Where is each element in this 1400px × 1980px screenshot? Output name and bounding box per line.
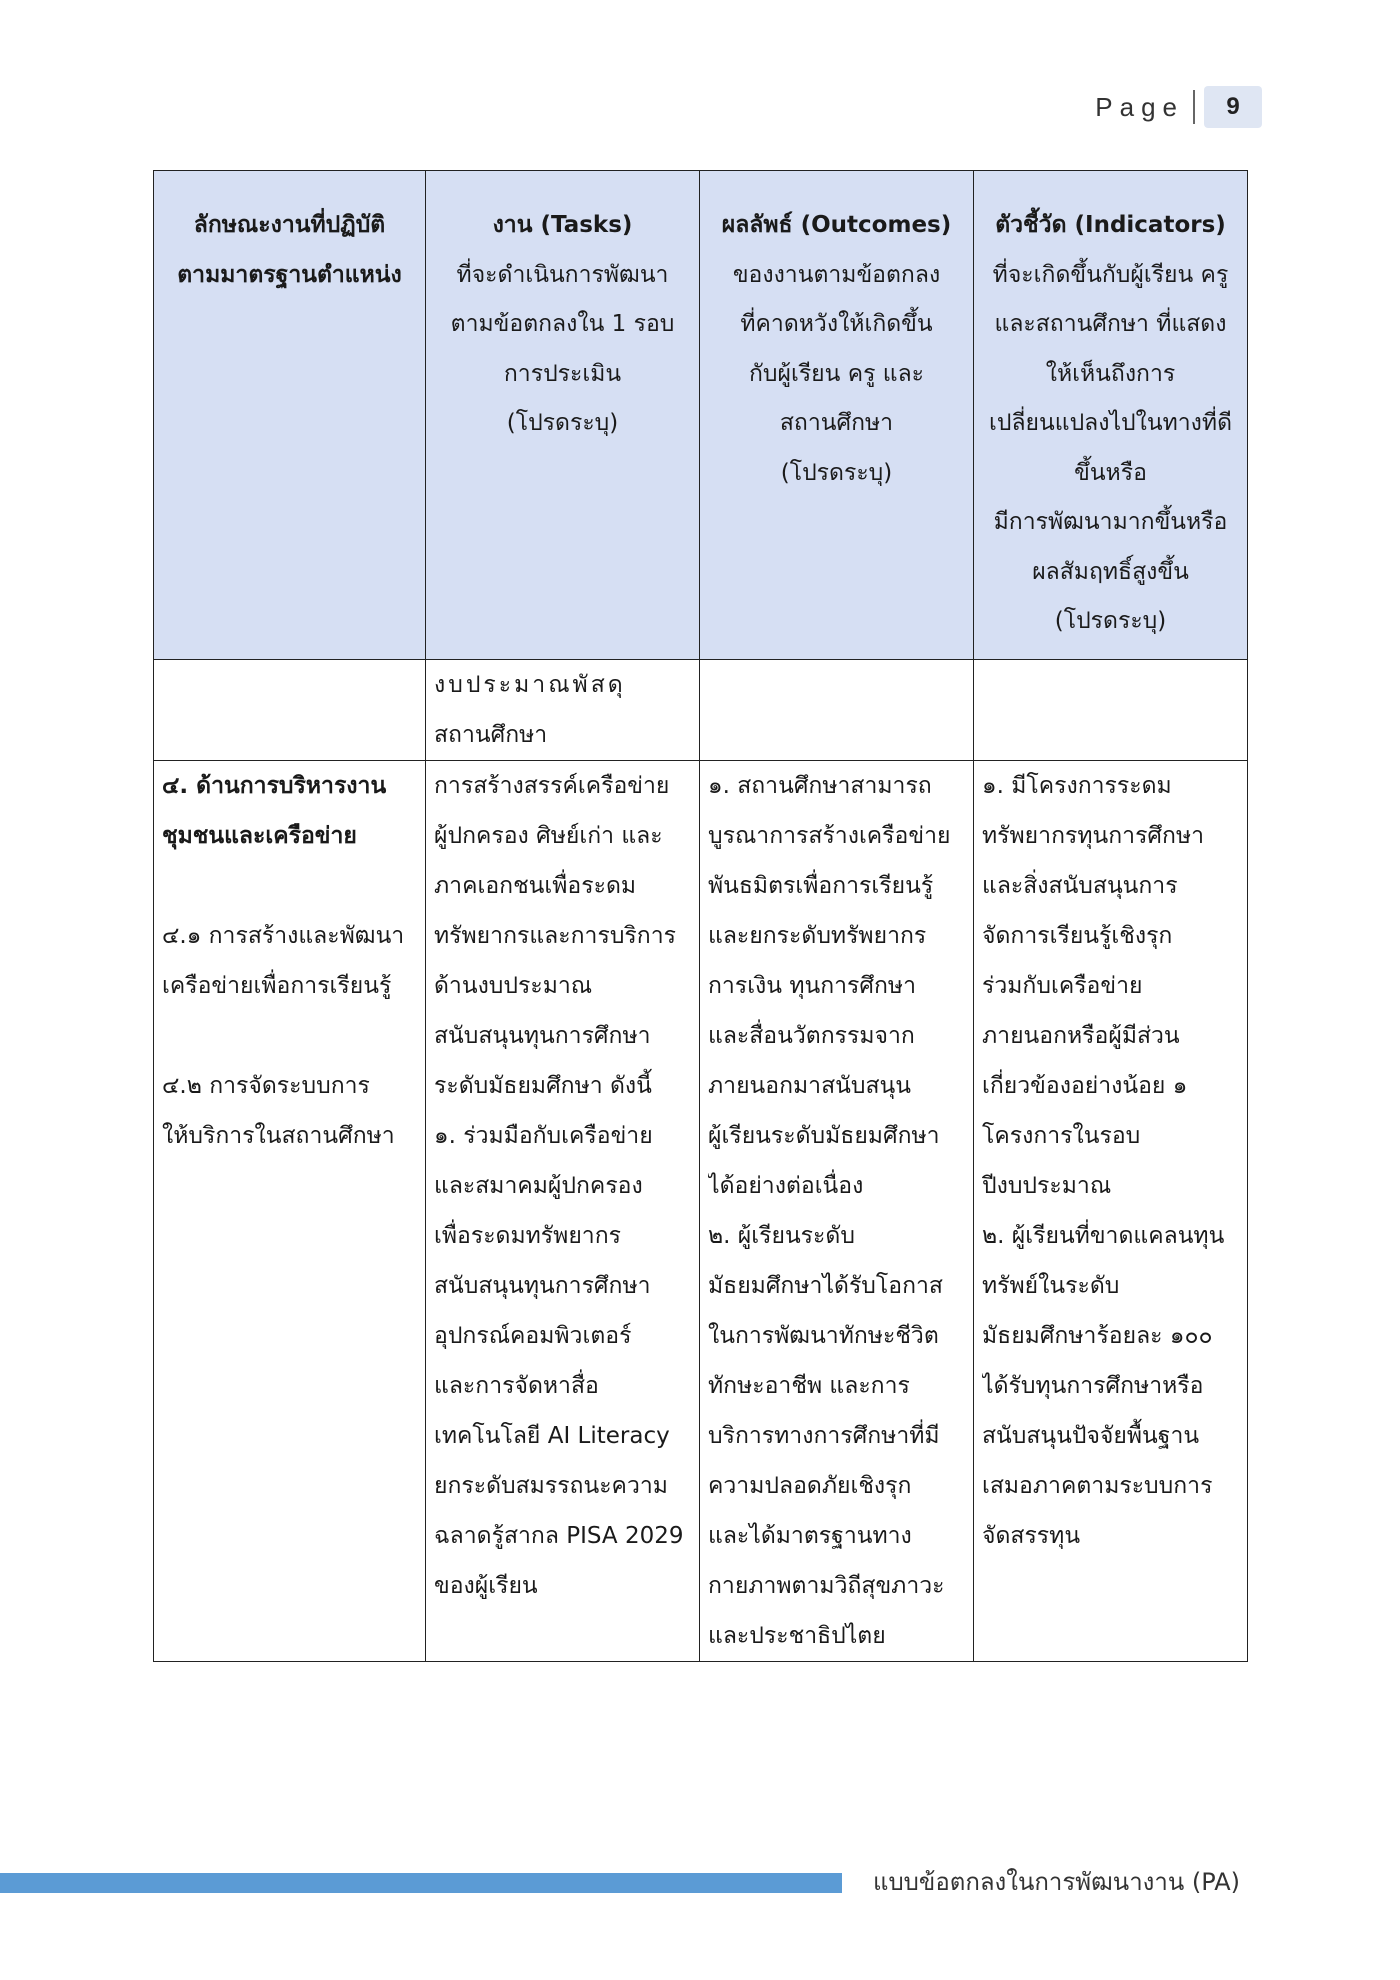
cell-text-line: และการจัดหาสื่อ xyxy=(434,1372,599,1399)
sub-item-line: เครือข่ายเพื่อการเรียนรู้ xyxy=(162,972,392,999)
cell-text-line: ภายนอกมาสนับสนุน xyxy=(708,1072,911,1099)
header-text-line: สถานศึกษา xyxy=(779,410,894,436)
cell-text-line: ความปลอดภัยเชิงรุก xyxy=(708,1472,912,1499)
cell-text-line: ทรัพยากรและการบริการ xyxy=(434,922,676,949)
header-text-line: ให้เห็นถึงการ xyxy=(1045,360,1176,387)
header-text-line: ตามมาตรฐานตำแหน่ง xyxy=(177,261,402,288)
sub-item-line: ๔.๒ การจัดระบบการ xyxy=(162,1072,370,1099)
cell-text-line: ทรัพย์ในระดับ xyxy=(982,1272,1120,1299)
table-header-row xyxy=(154,171,1248,660)
section-title-line: ชุมชนและเครือข่าย xyxy=(162,822,357,849)
header-text-line: เปลี่ยนแปลงไปในทางที่ดี xyxy=(988,410,1233,436)
cell-text-line: พันธมิตรเพื่อการเรียนรู้ xyxy=(708,872,934,899)
cell-text-line: และสิ่งสนับสนุนการ xyxy=(982,872,1178,899)
header-text-line: ผลลัพธ์ (Outcomes) xyxy=(721,212,952,238)
cell-text-line: ๒. ผู้เรียนระดับ xyxy=(708,1222,855,1249)
pa-agreement-table xyxy=(153,170,1248,1662)
header-text-line: กับผู้เรียน ครู และ xyxy=(748,360,925,387)
header-text-line: ลักษณะงานที่ปฏิบัติ xyxy=(193,212,386,238)
cont-cell-standard xyxy=(154,659,426,760)
cell-text-line: เสมอภาคตามระบบการ xyxy=(982,1472,1213,1499)
cell-text-line: ๒. ผู้เรียนที่ขาดแคลนทุน xyxy=(982,1222,1225,1249)
table-row-community xyxy=(154,760,1248,1661)
cell-text-line: ๑. ร่วมมือกับเครือข่าย xyxy=(434,1122,653,1149)
cell-text-line: และประชาธิปไตย xyxy=(708,1622,886,1649)
cell-text-line: ภายนอกหรือผู้มีส่วน xyxy=(982,1022,1180,1049)
cell-text-line: การสร้างสรรค์เครือข่าย xyxy=(434,772,670,799)
cell-text-line: กายภาพตามวิถีสุขภาวะ xyxy=(708,1572,945,1599)
header-text-line: ขึ้นหรือ xyxy=(1074,459,1147,486)
cont-cell-indicators xyxy=(974,659,1248,760)
cell-text-line: ผู้ปกครอง ศิษย์เก่า และ xyxy=(434,822,663,849)
cell-text-line: สนับสนุนปัจจัยพื้นฐาน xyxy=(982,1422,1200,1449)
header-text-line: ที่จะดำเนินการพัฒนา xyxy=(456,261,669,288)
cell-text-line: ได้อย่างต่อเนื่อง xyxy=(708,1172,864,1199)
cell-text-line: จัดการเรียนรู้เชิงรุก xyxy=(982,922,1173,949)
cell-text-line: บูรณาการสร้างเครือข่าย xyxy=(708,822,951,849)
header-text-line: ที่คาดหวังให้เกิดขึ้น xyxy=(740,311,933,337)
cell-text-line: เทคโนโลยี AI Literacy xyxy=(434,1422,670,1449)
header-col-standard xyxy=(154,171,426,660)
header-col-indicators xyxy=(974,171,1248,660)
spacer xyxy=(162,1011,417,1061)
header-text-line: (โปรดระบุ) xyxy=(780,459,893,486)
cell-text-line: มัธยมศึกษาได้รับโอกาส xyxy=(708,1272,943,1299)
cell-indicators-community xyxy=(974,760,1248,1661)
cell-text-line: และสมาคมผู้ปกครอง xyxy=(434,1172,643,1199)
page-separator xyxy=(1193,90,1195,124)
cell-text-line: จัดสรรทุน xyxy=(982,1522,1081,1549)
cell-text-line: ด้านงบประมาณ xyxy=(434,972,593,999)
footer-document-title: แบบข้อตกลงในการพัฒนางาน (PA) xyxy=(872,1868,1240,1896)
cell-text-line: เกี่ยวข้องอย่างน้อย ๑ xyxy=(982,1072,1188,1099)
cell-text-line: ปีงบประมาณ xyxy=(982,1172,1112,1199)
header-text-line: มีการพัฒนามากขึ้นหรือ xyxy=(993,509,1228,535)
cell-text-line: ฉลาดรู้สากล PISA 2029 xyxy=(434,1522,684,1549)
cont-cell-outcomes xyxy=(700,659,974,760)
page-number: 9 xyxy=(1204,86,1262,128)
cell-text-line: ร่วมกับเครือข่าย xyxy=(982,972,1143,999)
cell-text-line: ทรัพยากรทุนการศึกษา xyxy=(982,822,1205,849)
header-text-line: (โปรดระบุ) xyxy=(1054,608,1167,634)
header-text-line: ของงานตามข้อตกลง xyxy=(732,261,941,288)
cell-text-line: การเงิน ทุนการศึกษา xyxy=(708,972,916,999)
cell-text-line: สนับสนุนทุนการศึกษา xyxy=(434,1272,651,1299)
footer-accent-bar xyxy=(0,1873,842,1893)
cont-cell-tasks xyxy=(426,659,700,760)
cell-text-line: ยกระดับสมรรถนะความ xyxy=(434,1472,668,1499)
sub-item-line: ๔.๑ การสร้างและพัฒนา xyxy=(162,922,405,949)
cell-text-line: บริการทางการศึกษาที่มี xyxy=(708,1422,940,1449)
cell-text-line: อุปกรณ์คอมพิวเตอร์ xyxy=(434,1322,632,1349)
cell-standard-community xyxy=(154,760,426,1661)
cell-text-line: ๑. มีโครงการระดม xyxy=(982,772,1172,799)
header-text-line: งาน (Tasks) xyxy=(492,212,633,238)
header-col-tasks xyxy=(426,171,700,660)
header-text-line: ผลสัมฤทธิ์สูงขึ้น xyxy=(1032,558,1189,585)
header-text-line: ที่จะเกิดขึ้นกับผู้เรียน ครู xyxy=(992,261,1229,288)
header-text-line: (โปรดระบุ) xyxy=(506,410,619,436)
table-row-continuation xyxy=(154,659,1248,760)
section-title-line: ๔. ด้านการบริหารงาน xyxy=(162,772,387,799)
cell-text-line: สถานศึกษา xyxy=(434,721,548,748)
cell-text-line: สนับสนุนทุนการศึกษา xyxy=(434,1022,651,1049)
cell-tasks-community xyxy=(426,760,700,1661)
cell-text-line: ระดับมัธยมศึกษา ดังนี้ xyxy=(434,1072,652,1099)
cell-text-line: และได้มาตรฐานทาง xyxy=(708,1522,912,1549)
cell-text-line: ของผู้เรียน xyxy=(434,1572,538,1599)
page-label: Page xyxy=(1095,92,1184,122)
cell-text-line: ในการพัฒนาทักษะชีวิต xyxy=(708,1322,939,1349)
cell-text-line: งบประมาณพัสดุ xyxy=(434,671,626,698)
cell-text-line: ๑. สถานศึกษาสามารถ xyxy=(708,772,932,799)
cell-outcomes-community xyxy=(700,760,974,1661)
header-col-outcomes xyxy=(700,171,974,660)
cell-text-line: ได้รับทุนการศึกษาหรือ xyxy=(982,1372,1204,1399)
header-text-line: ตามข้อตกลงใน 1 รอบ xyxy=(450,311,675,337)
cell-text-line: เพื่อระดมทรัพยากร xyxy=(434,1222,621,1249)
cell-text-line: ผู้เรียนระดับมัธยมศึกษา xyxy=(708,1122,940,1149)
cell-text-line: ทักษะอาชีพ และการ xyxy=(708,1372,910,1399)
cell-text-line: ภาคเอกชนเพื่อระดม xyxy=(434,872,637,899)
spacer xyxy=(162,861,417,911)
header-text-line: และสถานศึกษา ที่แสดง xyxy=(994,311,1227,337)
cell-text-line: และสื่อนวัตกรรมจาก xyxy=(708,1022,915,1049)
header-text-line: การประเมิน xyxy=(503,360,622,387)
cell-text-line: และยกระดับทรัพยากร xyxy=(708,922,927,949)
cell-text-line: โครงการในรอบ xyxy=(982,1122,1141,1149)
cell-text-line: มัธยมศึกษาร้อยละ ๑๐๐ xyxy=(982,1322,1213,1349)
sub-item-line: ให้บริการในสถานศึกษา xyxy=(162,1122,395,1149)
header-text-line: ตัวชี้วัด (Indicators) xyxy=(995,212,1226,238)
